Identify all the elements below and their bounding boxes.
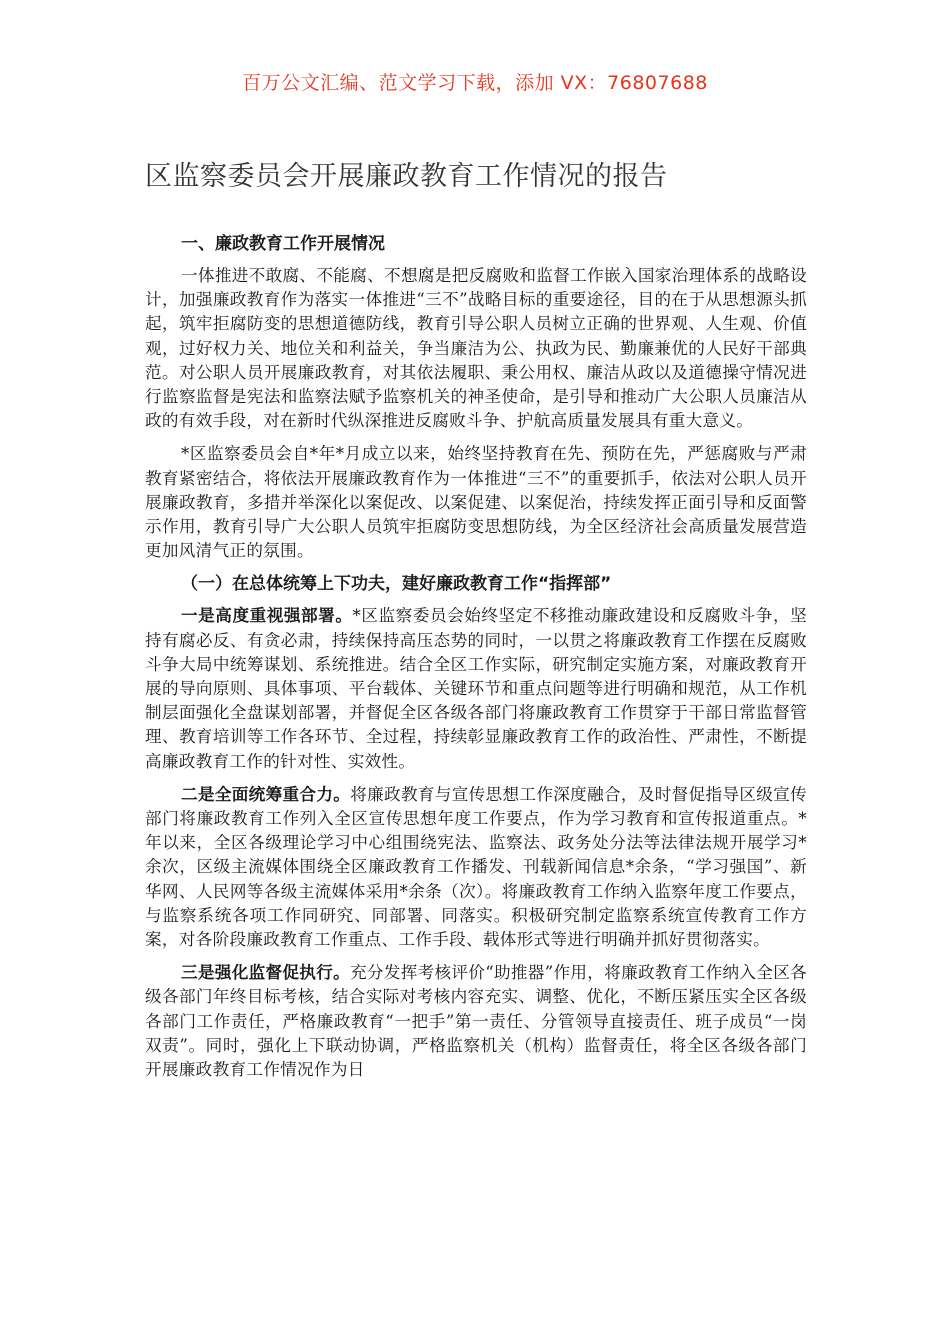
item-text: *区监察委员会始终坚定不移推动廉政建设和反腐败斗争，坚持有腐必反、有贪必肃，持续保持高压态势的同时，一以贯之将廉政教育工作摆在反腐败斗争大局中统筹谋划、系统推进。结合全区工作实际，研究制定实施方案，对廉政教育开展的导向原则、具体事项、平台载体、关键环节和重点问题等进行明确和规范，从工作机制层面强化全盘谋划部署，并督促全区各级各部门将廉政教育工作贯穿于干部日常监督管理、教育培训等工作各环节、全过程，持续彰显廉政教育工作的政治性、严肃性，不断提高廉政教育工作的针对性、实效性。 [145, 606, 807, 771]
paragraph-item [145, 961, 807, 1082]
paragraph-item [145, 783, 807, 952]
document-title: 区监察委员会开展廉政教育工作情况的报告 [145, 161, 668, 192]
paragraph-item [145, 604, 807, 773]
item-text: 充分发挥考核评价“助推器”作用，将廉政教育工作纳入全区各级各部门年终目标考核，结合实际对考核内容充实、调整、优化，不断压紧压实全区各级各部门工作责任，严格廉政教育“一把手”第一责任、分管领导直接责任、班子成员“一岗双责”。同时，强化上下联动协调，严格监察机关（机构）监督责任，将全区各级各部门开展廉政教育工作情况作为日 [145, 963, 808, 1080]
paragraph: *区监察委员会自*年*月成立以来，始终坚持教育在先、预防在先，严惩腐败与严肃教育紧密结合，将依法开展廉政教育作为一体推进“三不”的重要抓手，依法对公职人员开展廉政教育，多措并举深化以案促改、以案促建、以案促治，持续发挥正面引导和反面警示作用，教育引导广大公职人员筑牢拒腐防变思想防线，为全区经济社会高质量发展营造更加风清气正的氛围。 [145, 444, 807, 561]
subsection-heading: （一）在总体统筹上下功夫，建好廉政教育工作“指挥部” [181, 574, 612, 595]
document-body [145, 232, 807, 1091]
item-lead: 三是强化监督促执行。 [181, 963, 351, 983]
item-text: 将廉政教育与宣传思想工作深度融合，及时督促指导区级宣传部门将廉政教育工作列入全区宣传思想年度工作要点，作为学习教育和宣传报道重点。*年以来，全区各级理论学习中心组围绕宪法、监察法、政务处分法等法律法规开展学习*余次，区级主流媒体围绕全区廉政教育工作播发、刊载新闻信息*余条，“学习强国”、新华网、人民网等各级主流媒体采用*余条（次）。将廉政教育工作纳入监察年度工作要点，与监察系统各项工作同研究、同部署、同落实。积极研究制定监察系统宣传教育工作方案，对各阶段廉政教育工作重点、工作手段、载体形式等进行明确并抓好贯彻落实。 [145, 784, 807, 950]
paragraph: 一体推进不敢腐、不能腐、不想腐是把反腐败和监督工作嵌入国家治理体系的战略设计，加强廉政教育作为落实一体推进“三不”战略目标的重要途径，目的在于从思想源头抓起，筑牢拒腐防变的思想道德防线，教育引导公职人员树立正确的世界观、人生观、价值观，过好权力关、地位关和利益关，争当廉洁为公、执政为民、勤廉兼优的人民好干部典范。对公职人员开展廉政教育，对其依法履职、秉公用权、廉洁从政以及道德操守情况进行监察监督是宪法和监察法赋予监察机关的神圣使命，是引导和推动广大公职人员廉洁从政的有效手段，对在新时代纵深推进反腐败斗争、护航高质量发展具有重大意义。 [145, 266, 807, 431]
section-heading: 一、廉政教育工作开展情况 [181, 234, 385, 254]
item-lead: 二是全面统筹重合力。 [181, 784, 351, 804]
item-lead: 一是高度重视强部署。 [181, 606, 353, 626]
header-watermark-note: 百万公文汇编、范文学习下载，添加 VX：76807688 [242, 72, 708, 94]
